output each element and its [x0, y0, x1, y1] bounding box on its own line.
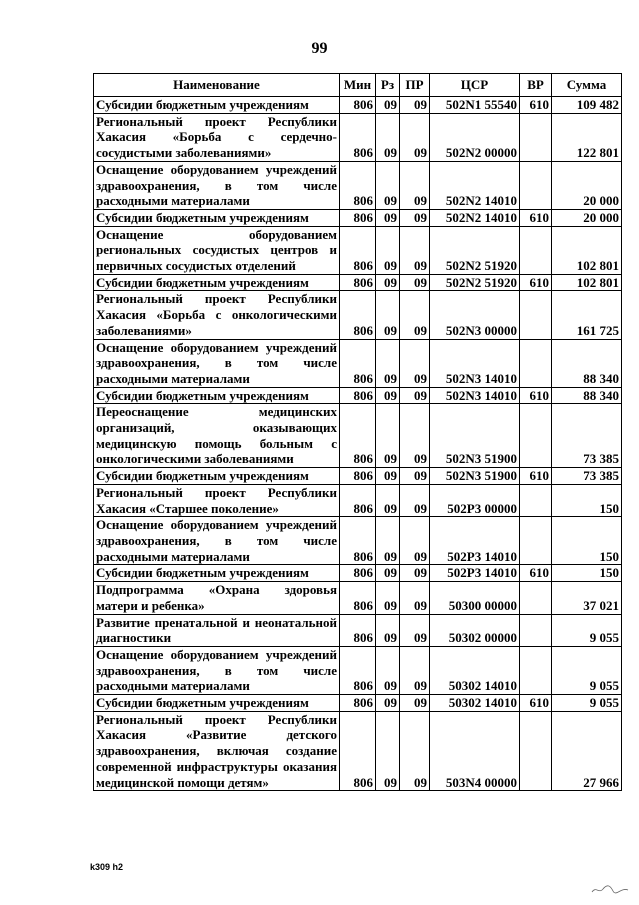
cell-vr: 610: [520, 695, 552, 712]
cell-rz: 09: [376, 339, 400, 387]
cell-rz: 09: [376, 97, 400, 114]
table-row: [94, 161, 622, 209]
cell-name: Субсидии бюджетным учреждениям: [94, 565, 340, 582]
cell-sum: 150: [552, 484, 622, 516]
cell-vr: 610: [520, 274, 552, 291]
cell-vr: 610: [520, 468, 552, 485]
cell-pr: 09: [400, 565, 430, 582]
cell-csr: 502N3 00000: [430, 291, 520, 339]
cell-vr: [520, 614, 552, 646]
cell-min: 806: [340, 484, 376, 516]
cell-name: Субсидии бюджетным учреждениям: [94, 97, 340, 114]
cell-min: 806: [340, 209, 376, 226]
page-number: 99: [311, 40, 328, 57]
cell-vr: [520, 711, 552, 791]
cell-name: Субсидии бюджетным учреждениям: [94, 274, 340, 291]
column-header-pr: ПР: [400, 74, 430, 97]
cell-min: 806: [340, 614, 376, 646]
cell-name: Оснащение оборудованием учреждений здравоохранения, в том числе расходными материалами: [94, 161, 340, 209]
table-row: [94, 517, 622, 565]
table-row: [94, 291, 622, 339]
cell-name: Региональный проект Республики Хакасия «Развитие детского здравоохранения, включая создание современной инфраструктуры оказания медицинской помощи детям»: [94, 711, 340, 791]
table-row: [94, 646, 622, 694]
cell-pr: 09: [400, 291, 430, 339]
cell-min: 806: [340, 404, 376, 468]
cell-rz: 09: [376, 646, 400, 694]
cell-pr: 09: [400, 468, 430, 485]
cell-csr: 50302 00000: [430, 614, 520, 646]
cell-pr: 09: [400, 97, 430, 114]
cell-vr: 610: [520, 97, 552, 114]
cell-sum: 73 385: [552, 404, 622, 468]
cell-name: Субсидии бюджетным учреждениям: [94, 387, 340, 404]
cell-vr: [520, 226, 552, 274]
cell-rz: 09: [376, 161, 400, 209]
cell-sum: 9 055: [552, 646, 622, 694]
cell-csr: 50302 14010: [430, 695, 520, 712]
cell-sum: 27 966: [552, 711, 622, 791]
cell-csr: 502N3 14010: [430, 339, 520, 387]
budget-table: [93, 73, 622, 791]
column-header-vr: ВР: [520, 74, 552, 97]
cell-name: Региональный проект Республики Хакасия «Борьба с онкологическими заболеваниями»: [94, 291, 340, 339]
cell-vr: 610: [520, 209, 552, 226]
cell-sum: 150: [552, 517, 622, 565]
table-row: [94, 404, 622, 468]
cell-name: Переоснащение медицинских организаций, оказывающих медицинскую помощь больным с онкологическими заболеваниями: [94, 404, 340, 468]
cell-rz: 09: [376, 582, 400, 614]
cell-vr: [520, 113, 552, 161]
cell-name: Оснащение оборудованием региональных сосудистых центров и первичных сосудистых отделений: [94, 226, 340, 274]
cell-sum: 9 055: [552, 614, 622, 646]
cell-name: Оснащение оборудованием учреждений здравоохранения, в том числе расходными материалами: [94, 517, 340, 565]
cell-pr: 09: [400, 209, 430, 226]
cell-sum: 109 482: [552, 97, 622, 114]
cell-csr: 50300 00000: [430, 582, 520, 614]
cell-pr: 09: [400, 274, 430, 291]
cell-name: Региональный проект Республики Хакасия «Борьба с сердечно-сосудистыми заболеваниями»: [94, 113, 340, 161]
cell-vr: [520, 291, 552, 339]
cell-sum: 20 000: [552, 161, 622, 209]
cell-rz: 09: [376, 274, 400, 291]
signature-mark-icon: [590, 882, 630, 896]
cell-rz: 09: [376, 614, 400, 646]
column-header-csr: ЦСР: [430, 74, 520, 97]
cell-rz: 09: [376, 291, 400, 339]
table-row: [94, 614, 622, 646]
table-row: [94, 274, 622, 291]
cell-name: Развитие пренатальной и неонатальной диагностики: [94, 614, 340, 646]
cell-pr: 09: [400, 614, 430, 646]
column-header-rz: Рз: [376, 74, 400, 97]
cell-csr: 502N2 51920: [430, 226, 520, 274]
cell-pr: 09: [400, 711, 430, 791]
cell-pr: 09: [400, 387, 430, 404]
table-row: [94, 711, 622, 791]
cell-rz: 09: [376, 711, 400, 791]
cell-csr: 502P3 14010: [430, 565, 520, 582]
cell-sum: 37 021: [552, 582, 622, 614]
table-row: [94, 695, 622, 712]
cell-pr: 09: [400, 161, 430, 209]
cell-csr: 502N1 55540: [430, 97, 520, 114]
cell-vr: 610: [520, 387, 552, 404]
table-row: [94, 226, 622, 274]
cell-vr: [520, 646, 552, 694]
cell-vr: [520, 161, 552, 209]
cell-name: Субсидии бюджетным учреждениям: [94, 209, 340, 226]
footer-code: k309 h2: [90, 862, 124, 872]
cell-name: Субсидии бюджетным учреждениям: [94, 468, 340, 485]
cell-csr: 502N3 14010: [430, 387, 520, 404]
cell-min: 806: [340, 97, 376, 114]
cell-rz: 09: [376, 404, 400, 468]
cell-rz: 09: [376, 209, 400, 226]
cell-csr: 502N2 51920: [430, 274, 520, 291]
cell-vr: [520, 517, 552, 565]
cell-vr: 610: [520, 565, 552, 582]
cell-name: Субсидии бюджетным учреждениям: [94, 695, 340, 712]
column-header-sum: Сумма: [552, 74, 622, 97]
cell-vr: [520, 484, 552, 516]
cell-rz: 09: [376, 517, 400, 565]
cell-pr: 09: [400, 582, 430, 614]
cell-csr: 502N3 51900: [430, 404, 520, 468]
cell-sum: 150: [552, 565, 622, 582]
table-row: [94, 97, 622, 114]
cell-sum: 88 340: [552, 339, 622, 387]
table-row: [94, 387, 622, 404]
cell-min: 806: [340, 161, 376, 209]
cell-min: 806: [340, 582, 376, 614]
table-row: [94, 484, 622, 516]
cell-pr: 09: [400, 113, 430, 161]
cell-min: 806: [340, 711, 376, 791]
cell-rz: 09: [376, 468, 400, 485]
cell-pr: 09: [400, 339, 430, 387]
cell-vr: [520, 582, 552, 614]
cell-csr: 502N2 14010: [430, 209, 520, 226]
cell-min: 806: [340, 387, 376, 404]
cell-sum: 102 801: [552, 226, 622, 274]
cell-csr: 502P3 14010: [430, 517, 520, 565]
table-row: [94, 468, 622, 485]
cell-min: 806: [340, 468, 376, 485]
cell-pr: 09: [400, 695, 430, 712]
cell-csr: 502P3 00000: [430, 484, 520, 516]
cell-rz: 09: [376, 226, 400, 274]
column-header-name: Наименование: [94, 74, 340, 97]
cell-min: 806: [340, 517, 376, 565]
cell-min: 806: [340, 339, 376, 387]
cell-min: 806: [340, 226, 376, 274]
cell-csr: 50302 14010: [430, 646, 520, 694]
cell-sum: 102 801: [552, 274, 622, 291]
cell-rz: 09: [376, 565, 400, 582]
cell-pr: 09: [400, 404, 430, 468]
cell-min: 806: [340, 274, 376, 291]
table-row: [94, 339, 622, 387]
cell-sum: 73 385: [552, 468, 622, 485]
table-row: [94, 113, 622, 161]
cell-csr: 502N2 14010: [430, 161, 520, 209]
cell-sum: 161 725: [552, 291, 622, 339]
cell-name: Подпрограмма «Охрана здоровья матери и ребенка»: [94, 582, 340, 614]
cell-rz: 09: [376, 695, 400, 712]
cell-pr: 09: [400, 646, 430, 694]
cell-csr: 502N2 00000: [430, 113, 520, 161]
cell-rz: 09: [376, 387, 400, 404]
cell-min: 806: [340, 646, 376, 694]
cell-sum: 9 055: [552, 695, 622, 712]
cell-min: 806: [340, 565, 376, 582]
table-row: [94, 565, 622, 582]
cell-sum: 88 340: [552, 387, 622, 404]
column-header-min: Мин: [340, 74, 376, 97]
cell-pr: 09: [400, 484, 430, 516]
cell-pr: 09: [400, 226, 430, 274]
cell-csr: 503N4 00000: [430, 711, 520, 791]
table-row: [94, 582, 622, 614]
cell-vr: [520, 339, 552, 387]
cell-rz: 09: [376, 484, 400, 516]
cell-rz: 09: [376, 113, 400, 161]
table-row: [94, 209, 622, 226]
cell-min: 806: [340, 291, 376, 339]
cell-name: Оснащение оборудованием учреждений здравоохранения, в том числе расходными материалами: [94, 339, 340, 387]
cell-min: 806: [340, 695, 376, 712]
cell-sum: 122 801: [552, 113, 622, 161]
cell-min: 806: [340, 113, 376, 161]
cell-name: Региональный проект Республики Хакасия «Старшее поколение»: [94, 484, 340, 516]
cell-name: Оснащение оборудованием учреждений здравоохранения, в том числе расходными материалами: [94, 646, 340, 694]
cell-vr: [520, 404, 552, 468]
cell-sum: 20 000: [552, 209, 622, 226]
cell-csr: 502N3 51900: [430, 468, 520, 485]
table-body: [94, 97, 622, 791]
table-header-row: [94, 74, 622, 97]
cell-pr: 09: [400, 517, 430, 565]
